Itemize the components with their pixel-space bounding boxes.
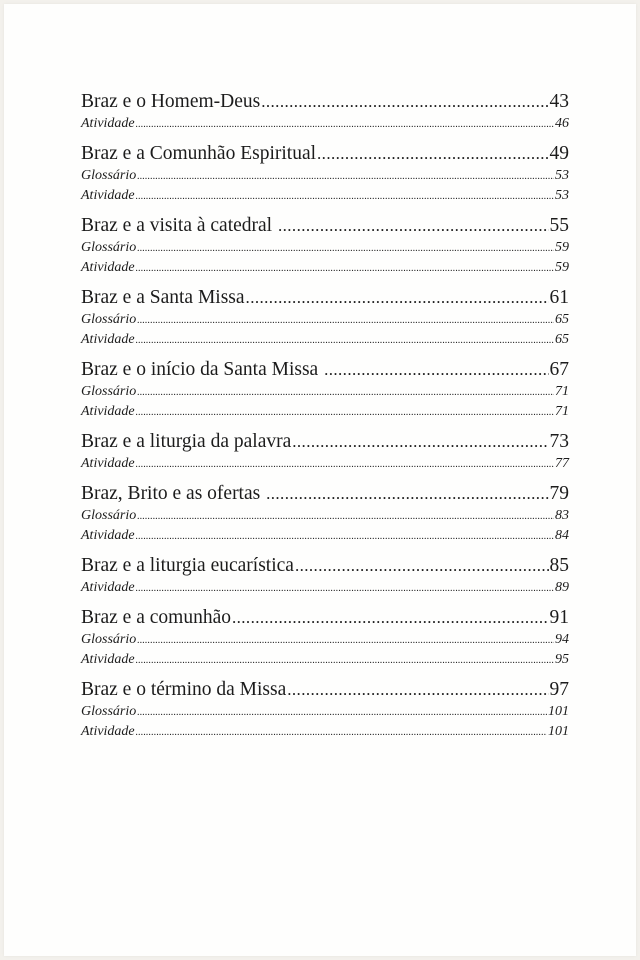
- dot-leader: [136, 650, 554, 671]
- toc-subentry-row: [81, 526, 569, 546]
- subentry-label: Atividade: [81, 404, 135, 419]
- chapter-title: Braz, Brito e as ofertas: [81, 483, 266, 504]
- table-of-contents: [81, 90, 569, 750]
- subentry-label: Glossário: [81, 632, 137, 647]
- subentry-label: Atividade: [81, 724, 135, 739]
- subentry-label: Atividade: [81, 332, 135, 347]
- subentry-page-number: 89: [555, 580, 569, 595]
- dot-leader: [261, 90, 548, 114]
- chapter-title: Braz e a comunhão: [81, 607, 231, 628]
- toc-chapter-row: [81, 142, 569, 166]
- toc-chapter-row: [81, 214, 569, 238]
- toc-entry: [81, 142, 569, 206]
- subentry-page-number: 59: [555, 260, 569, 275]
- subentry-label: Atividade: [81, 652, 135, 667]
- subentry-page-number: 53: [555, 168, 569, 183]
- chapter-title: Braz e o término da Missa: [81, 679, 287, 700]
- toc-entry: [81, 554, 569, 598]
- dot-leader: [137, 506, 554, 527]
- toc-chapter-row: [81, 678, 569, 702]
- toc-subentry-row: [81, 702, 569, 722]
- toc-entry: [81, 606, 569, 670]
- toc-chapter-row: [81, 358, 569, 382]
- dot-leader: [295, 554, 549, 578]
- dot-leader: [292, 430, 548, 454]
- chapter-page-number: 97: [549, 679, 569, 700]
- toc-entry: [81, 214, 569, 278]
- subentry-page-number: 53: [555, 188, 569, 203]
- chapter-title: Braz e a visita à catedral: [81, 215, 277, 236]
- toc-subentry-row: [81, 238, 569, 258]
- dot-leader: [137, 630, 554, 651]
- subentry-label: Atividade: [81, 456, 135, 471]
- subentry-label: Glossário: [81, 240, 137, 255]
- subentry-page-number: 71: [555, 404, 569, 419]
- chapter-title: Braz e a Comunhão Espiritual: [81, 143, 317, 164]
- toc-subentry-row: [81, 186, 569, 206]
- chapter-page-number: 61: [549, 287, 569, 308]
- toc-chapter-row: [81, 482, 569, 506]
- toc-entry: [81, 678, 569, 742]
- dot-leader: [136, 526, 554, 547]
- toc-entry: [81, 286, 569, 350]
- toc-subentry-row: [81, 650, 569, 670]
- dot-leader: [136, 114, 554, 135]
- subentry-page-number: 94: [555, 632, 569, 647]
- subentry-label: Glossário: [81, 704, 137, 719]
- toc-subentry-row: [81, 310, 569, 330]
- subentry-label: Atividade: [81, 188, 135, 203]
- subentry-page-number: 65: [555, 332, 569, 347]
- dot-leader: [136, 402, 554, 423]
- chapter-title: Braz e a Santa Missa: [81, 287, 245, 308]
- subentry-page-number: 77: [555, 456, 569, 471]
- chapter-page-number: 91: [549, 607, 569, 628]
- chapter-title: Braz e o Homem-Deus: [81, 91, 261, 112]
- toc-subentry-row: [81, 722, 569, 742]
- chapter-page-number: 55: [549, 215, 569, 236]
- subentry-page-number: 59: [555, 240, 569, 255]
- subentry-page-number: 84: [555, 528, 569, 543]
- chapter-title: Braz e a liturgia eucarística: [81, 555, 294, 576]
- chapter-page-number: 49: [549, 143, 569, 164]
- chapter-page-number: 43: [549, 91, 569, 112]
- subentry-page-number: 65: [555, 312, 569, 327]
- toc-subentry-row: [81, 578, 569, 598]
- dot-leader: [266, 482, 548, 506]
- dot-leader: [136, 722, 547, 743]
- subentry-page-number: 101: [548, 704, 569, 719]
- toc-subentry-row: [81, 506, 569, 526]
- dot-leader: [136, 578, 554, 599]
- toc-entry: [81, 430, 569, 474]
- toc-subentry-row: [81, 258, 569, 278]
- chapter-title: Braz e a liturgia da palavra: [81, 431, 292, 452]
- toc-chapter-row: [81, 554, 569, 578]
- toc-chapter-row: [81, 430, 569, 454]
- toc-subentry-row: [81, 382, 569, 402]
- chapter-page-number: 85: [549, 555, 569, 576]
- subentry-label: Atividade: [81, 580, 135, 595]
- dot-leader: [317, 142, 548, 166]
- dot-leader: [137, 238, 554, 259]
- subentry-page-number: 46: [555, 116, 569, 131]
- subentry-label: Atividade: [81, 116, 135, 131]
- toc-subentry-row: [81, 114, 569, 134]
- chapter-page-number: 79: [549, 483, 569, 504]
- subentry-page-number: 71: [555, 384, 569, 399]
- subentry-label: Glossário: [81, 312, 137, 327]
- subentry-label: Glossário: [81, 508, 137, 523]
- chapter-title: Braz e o início da Santa Missa: [81, 359, 324, 380]
- dot-leader: [278, 214, 549, 238]
- dot-leader: [287, 678, 548, 702]
- subentry-page-number: 95: [555, 652, 569, 667]
- dot-leader: [136, 454, 554, 475]
- toc-entry: [81, 482, 569, 546]
- dot-leader: [137, 702, 547, 723]
- toc-entry: [81, 358, 569, 422]
- toc-subentry-row: [81, 166, 569, 186]
- subentry-label: Atividade: [81, 260, 135, 275]
- chapter-page-number: 67: [549, 359, 569, 380]
- subentry-label: Glossário: [81, 384, 137, 399]
- toc-entry: [81, 90, 569, 134]
- toc-chapter-row: [81, 606, 569, 630]
- dot-leader: [136, 186, 554, 207]
- chapter-page-number: 73: [549, 431, 569, 452]
- toc-subentry-row: [81, 454, 569, 474]
- dot-leader: [137, 382, 554, 403]
- toc-subentry-row: [81, 330, 569, 350]
- toc-subentry-row: [81, 630, 569, 650]
- dot-leader: [136, 258, 554, 279]
- toc-chapter-row: [81, 90, 569, 114]
- subentry-label: Atividade: [81, 528, 135, 543]
- toc-chapter-row: [81, 286, 569, 310]
- dot-leader: [137, 166, 554, 187]
- book-page: [4, 4, 636, 956]
- subentry-page-number: 83: [555, 508, 569, 523]
- subentry-page-number: 101: [548, 724, 569, 739]
- toc-subentry-row: [81, 402, 569, 422]
- dot-leader: [324, 358, 548, 382]
- dot-leader: [246, 286, 549, 310]
- dot-leader: [137, 310, 554, 331]
- subentry-label: Glossário: [81, 168, 137, 183]
- dot-leader: [232, 606, 549, 630]
- dot-leader: [136, 330, 554, 351]
